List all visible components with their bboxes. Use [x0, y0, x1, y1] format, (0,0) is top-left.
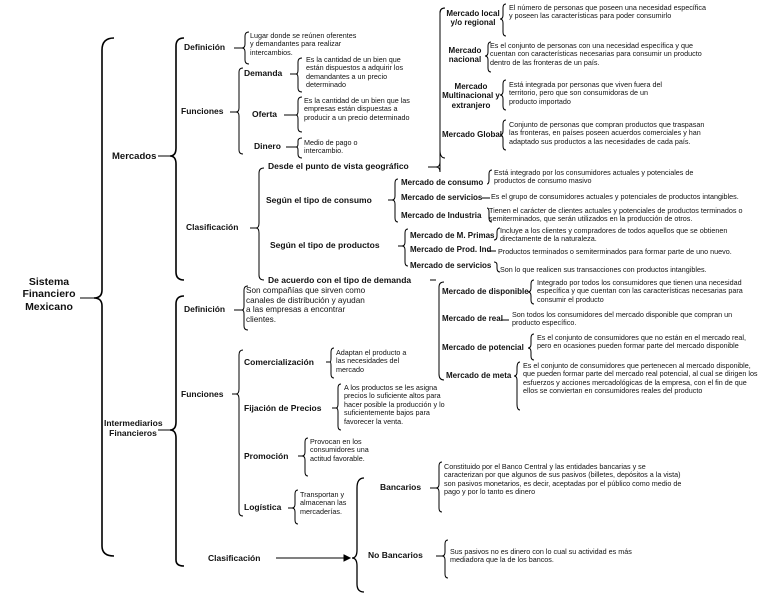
mercados-clasificacion-label: Clasificación: [186, 222, 239, 232]
mercados-funciones-label: Funciones: [181, 106, 224, 116]
mercado-disponible-text: Integrado por todos los consumidores que tienen una necesidad específica y que cuentan con las características necesarias para consumir el producto: [537, 278, 743, 304]
mercado-multinacional-text: Está integrada por personas que viven fuera del territorio, pero que son consumidoras de un producto importado: [509, 80, 663, 106]
mercado-potencial-label: Mercado de potencial: [442, 343, 524, 352]
mercado-servicios-productos-label: Mercado de servicios: [410, 261, 492, 270]
no-bancarios-text: Sus pasivos no es dinero con lo cual su actividad es más mediadora que la de los bancos.: [450, 547, 632, 565]
fijacion-text: A los productos se les asigna precios lo suficiente altos para hacer posible la producción y lo suficientemente bajos para favorecer la venta.: [344, 383, 445, 426]
mercado-prod-ind-label: Mercado de Prod. Ind: [410, 245, 492, 254]
mercado-primas-text: Incluye a los clientes y compradores de todos aquellos que se obtienen directamente de la naturaleza.: [500, 226, 728, 244]
mercado-prod-ind-text: Productos terminados o semiterminados para formar parte de uno nuevo.: [498, 247, 732, 256]
geo-label: Desde el punto de vista geográfico: [268, 161, 409, 171]
mercado-nacional-label: Mercado nacional: [448, 46, 482, 65]
promocion-label: Promoción: [244, 451, 289, 461]
mercado-disponible-label: Mercado de disponible: [442, 287, 529, 296]
mercado-industria-text: Tienen el carácter de clientes actuales y potenciales de productos terminados o semiterminados, que serán utilizados en la producción de otros.: [489, 206, 743, 224]
mercado-servicios-productos-text: Son lo que realicen sus transacciones con productos intangibles.: [500, 265, 707, 274]
comercializacion-label: Comercialización: [244, 357, 314, 367]
mercados-node: Mercados: [112, 151, 157, 162]
mercado-potencial-text: Es el conjunto de consumidores que no están en el mercado real, pero en ocasiones pueden formar parte del mercado disponible: [537, 333, 746, 351]
mercado-consumo-text: Está integrado por los consumidores actuales y potenciales de productos de consumo masivo: [494, 168, 694, 186]
mercado-real-label: Mercado de real: [442, 314, 503, 323]
mercado-local-label: Mercado local y/o regional: [446, 9, 500, 28]
dinero-label: Dinero: [254, 141, 281, 151]
demanda-label: Demanda: [244, 68, 283, 78]
mercados-definicion-text: Lugar donde se reúnen oferentes y demandantes para realizar intercambios.: [250, 31, 357, 57]
oferta-label: Oferta: [252, 109, 278, 119]
mercados-definicion-label: Definición: [184, 42, 226, 52]
mercado-servicios-consumo-text: Es el grupo de consumidores actuales y potenciales de productos intangibles.: [491, 192, 739, 201]
mercado-meta-label: Mercado de meta: [446, 371, 512, 380]
mercado-global-text: Conjunto de personas que compran productos que traspasan las fronteras, en países poseen acuerdos comerciales y han adaptado sus productos a las necesidades de cada país.: [509, 120, 705, 146]
mercado-industria-label: Mercado de Industria: [401, 211, 482, 220]
intermediarios-funciones-label: Funciones: [181, 389, 224, 399]
demanda-text: Es la cantidad de un bien que están dispuestos a adquirir los demandantes a un precio determinado: [306, 55, 404, 90]
mercado-nacional-text: Es el conjunto de personas con una necesidad específica y que cuentan con características necesarias para consumir un producto dentro de las fronteras de un país.: [490, 41, 702, 67]
intermediarios-definicion-text: Son compañías que sirven como canales de distribución y ayudan a las empresas a encontrar clientes.: [246, 286, 366, 325]
root-node: Sistema Financiero Mexicano: [22, 276, 76, 313]
comercializacion-text: Adaptan el producto a las necesidades del mercado: [336, 348, 407, 374]
logistica-text: Transportan y almacenan las mercaderías.: [300, 490, 347, 516]
promocion-text: Provocan en los consumidores una actitud favorable.: [310, 437, 369, 463]
dinero-text: Medio de pago o intercambio.: [304, 138, 358, 156]
mercado-multinacional-label: Mercado Multinacional y extranjero: [442, 82, 500, 110]
oferta-text: Es la cantidad de un bien que las empresas están dispuestas a producir a un precio determinado: [304, 96, 410, 122]
mercado-global-label: Mercado Global: [442, 130, 503, 139]
mercado-real-text: Son todos los consumidores del mercado disponible que compran un producto específico.: [512, 310, 733, 328]
consumo-label: Según el tipo de consumo: [266, 195, 372, 205]
mercado-consumo-label: Mercado de consumo: [401, 178, 484, 187]
bancarios-text: Constituido por el Banco Central y las entidades bancarias y se caracterizan por que algunos de sus pasivos (billetes, depósitos a la vista) son pasivos monetarios, es decir, aceptadas por el público como medio de pago y por lo tanto es dinero: [444, 462, 682, 497]
tipo-demanda-label: De acuerdo con el tipo de demanda: [268, 275, 412, 285]
mercado-local-text: El número de personas que poseen una necesidad específica y poseen las características para poder consumirlo: [509, 3, 706, 21]
fijacion-label: Fijación de Precios: [244, 403, 322, 413]
bancarios-label: Bancarios: [380, 482, 422, 492]
intermediarios-node: Intermediarios Financieros: [104, 418, 163, 439]
intermediarios-definicion-label: Definición: [184, 304, 226, 314]
mercado-primas-label: Mercado de M. Primas: [410, 231, 495, 240]
mercado-meta-text: Es el conjunto de consumidores que pertenecen al mercado disponible, que pueden formar parte del mercado real potencial, al cual se dirigen los esfuerzos y acciones mercadológicas de la empresa, con el fin de que ellos se conviertan en consumidores reales del producto: [523, 361, 758, 396]
no-bancarios-label: No Bancarios: [368, 550, 423, 560]
productos-label: Según el tipo de productos: [270, 240, 380, 250]
intermediarios-clasificacion-label: Clasificación: [208, 553, 261, 563]
logistica-label: Logística: [244, 502, 282, 512]
mercado-servicios-consumo-label: Mercado de servicios: [401, 193, 483, 202]
